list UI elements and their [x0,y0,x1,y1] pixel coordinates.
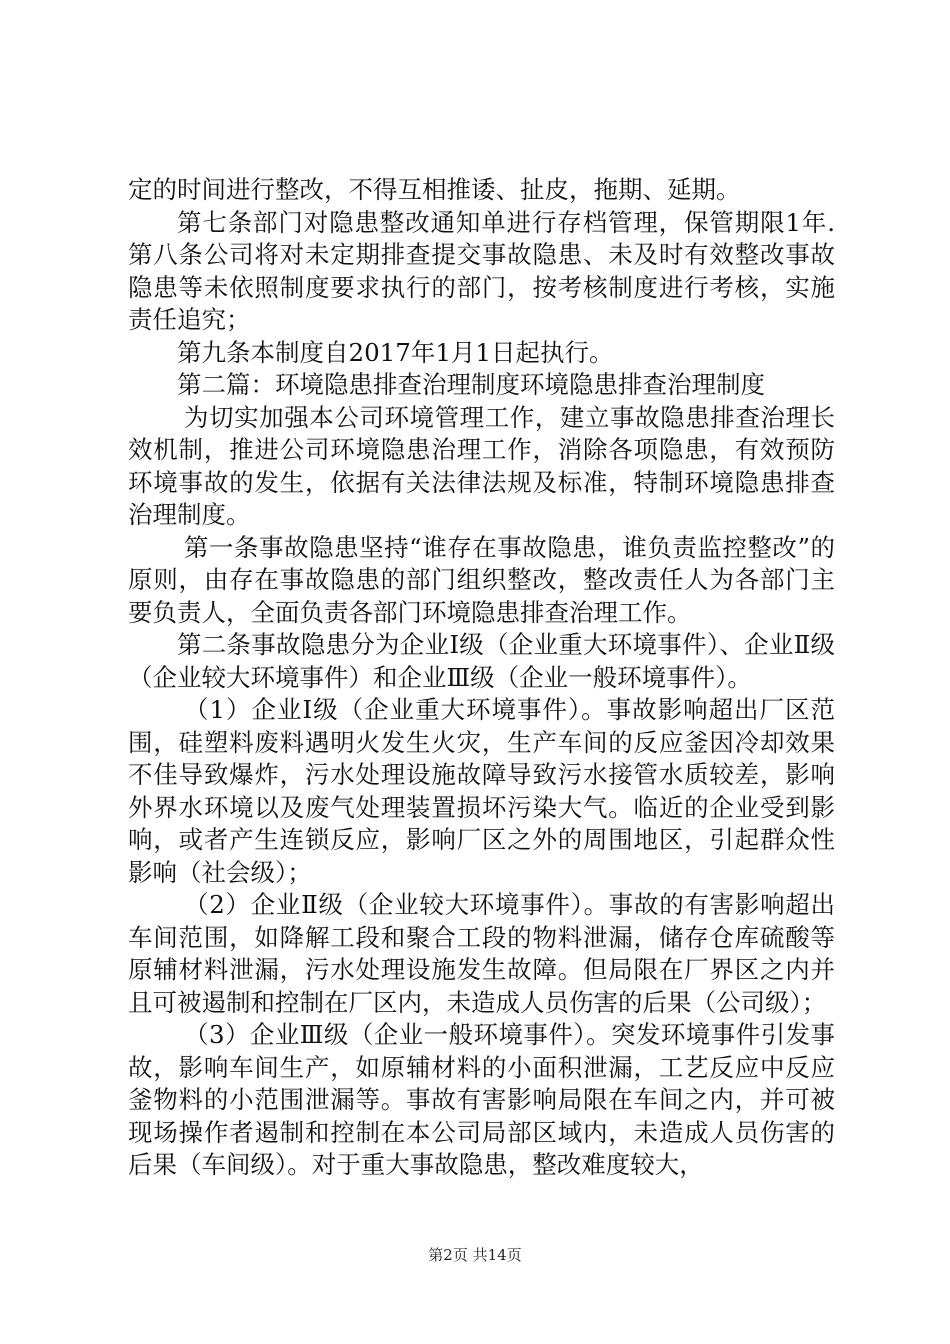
paragraph-continuation: 定的时间进行整改，不得互相推诿、扯皮，拖期、延期。 [128,175,741,204]
paragraph-article-9: 第九条本制度自2017年1月1日起执行。 [177,337,614,367]
page-footer [0,1244,950,1265]
paragraph-intro: 为切实加强本公司环境管理工作，建立事故隐患排查治理长效机制，推进公司环境隐患治理工作，消除各项隐患，有效预防环境事故的发生，依据有关法律法规及标准，特制环境隐患排查治理制度。 [128,402,835,529]
page-number: 第2页 共14页 [428,1246,522,1264]
paragraph-level-3: （3）企业Ⅲ级（企业一般环境事件）。突发环境事件引发事故，影响车间生产，如原辅材料的小面积泄漏，工艺反应中反应釜物料的小范围泄漏等。事故有害影响局限在车间之内，并可被现场操作者遏制和控制在本公司局部区域内，未造成人员伤害的后果（车间级）。对于重大事故隐患，整改难度较大， [128,1020,835,1179]
document-body [128,174,835,1182]
paragraph-article-2: 第二条事故隐患分为企业Ⅰ级（企业重大环境事件）、企业Ⅱ级（企业较大环境事件）和企业Ⅲ级（企业一般环境事件）。 [128,630,835,692]
paragraph-article-1: 第一条事故隐患坚持“谁存在事故隐患，谁负责监控整改”的原则，由存在事故隐患的部门组织整改，整改责任人为各部门主要负责人，全面负责各部门环境隐患排查治理工作。 [128,532,835,627]
paragraph-level-2: （2）企业Ⅱ级（企业较大环境事件）。事故的有害影响超出车间范围，如降解工段和聚合工段的物料泄漏，储存仓库硫酸等原辅材料泄漏，污水处理设施发生故障。但局限在厂界区之内并且可被遏制和控制在厂区内，未造成人员伤害的后果（公司级）； [128,890,835,1017]
section-heading: 第二篇：环境隐患排查治理制度环境隐患排查治理制度 [177,370,765,399]
paragraph-level-1: （1）企业Ⅰ级（企业重大环境事件）。事故影响超出厂区范围，硅塑料废料遇明火发生火灾，生产车间的反应釜因冷却效果不佳导致爆炸，污水处理设施故障导致污水接管水质较差，影响外界水环境以及废气处理装置损坏污染大气。临近的企业受到影响，或者产生连锁反应，影响厂区之外的周围地区，引起群众性影响（社会级）； [128,695,835,887]
paragraph-article-7-8: 第七条部门对隐患整改通知单进行存档管理，保管期限1年.第八条公司将对未定期排查提交事故隐患、未及时有效整改事故隐患等未依照制度要求执行的部门，按考核制度进行考核，实施责任追究； [128,207,835,334]
